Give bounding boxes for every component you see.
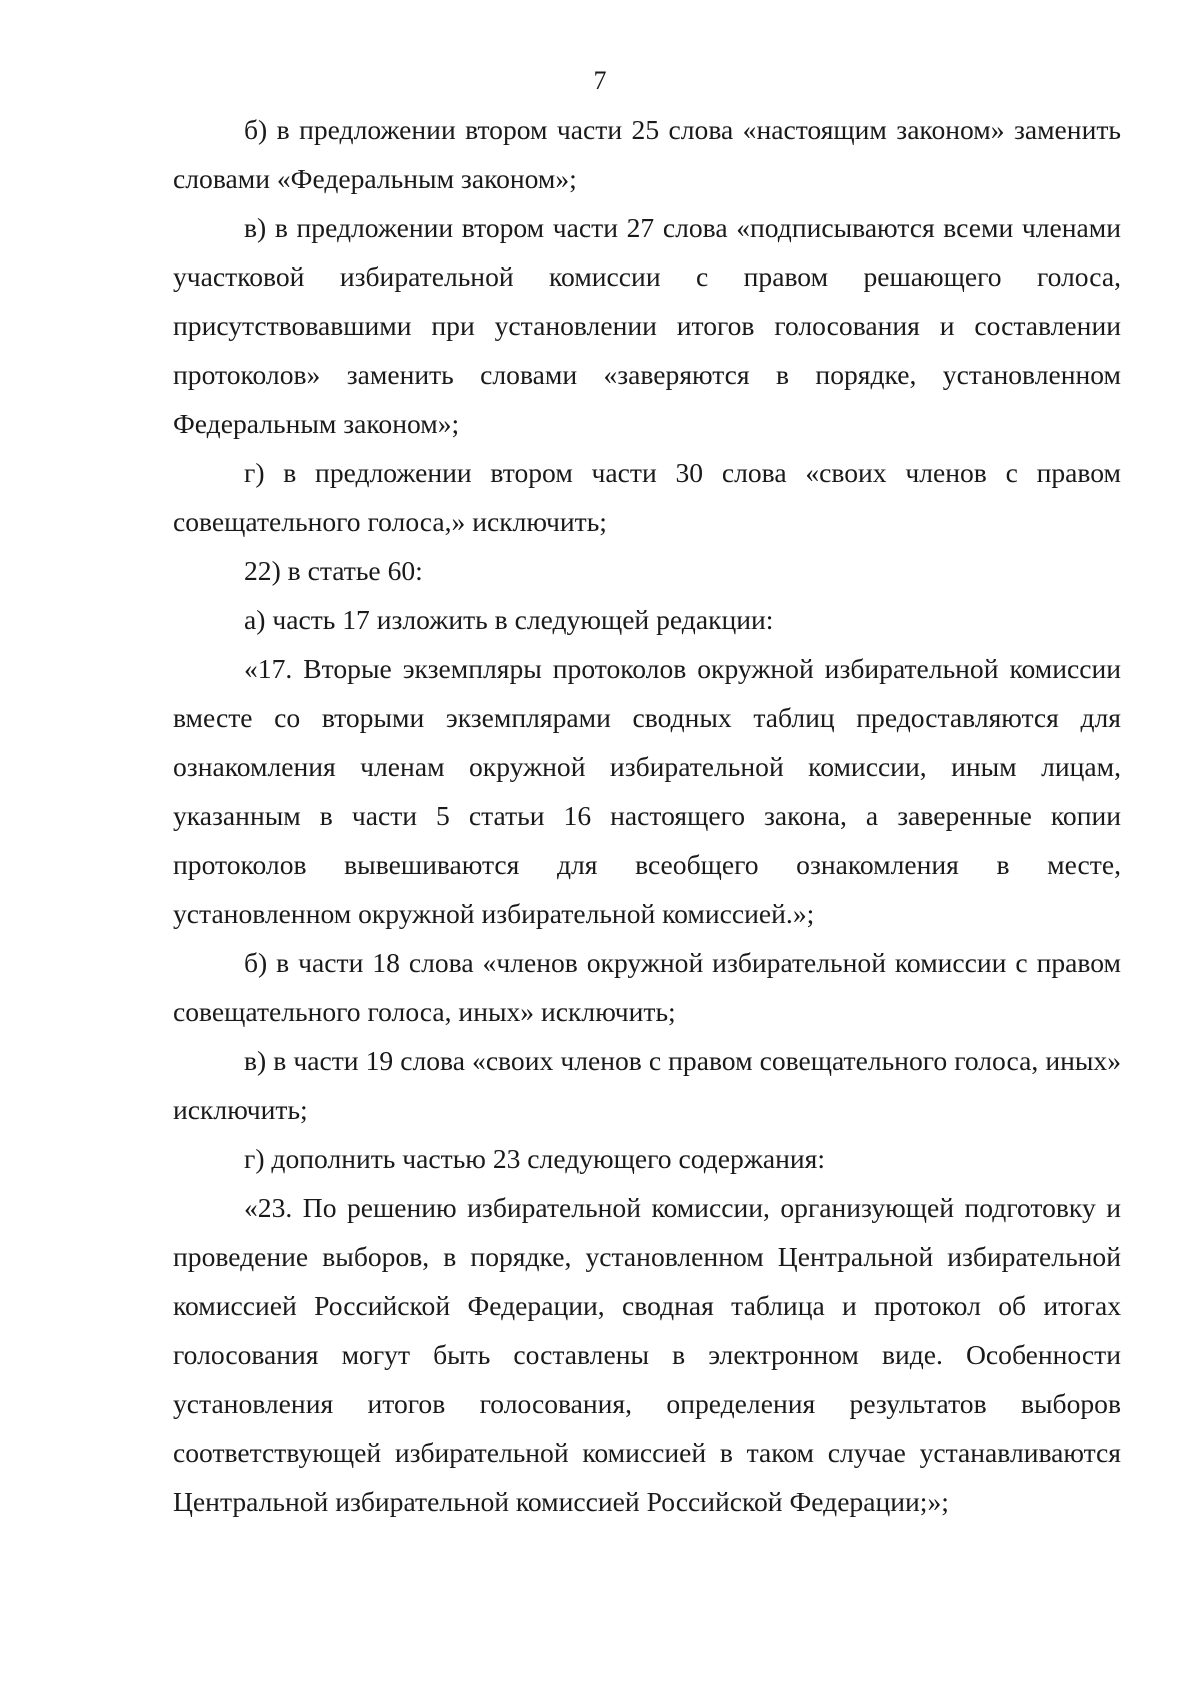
paragraph-amendment-v-part-19: в) в части 19 слова «своих членов с правом совещательного голоса, иных» исключить; xyxy=(173,1045,1121,1125)
paragraph-amendment-g-add-part-23: г) дополнить частью 23 следующего содержания: xyxy=(244,1143,826,1174)
paragraph-amendment-g-part-30: г) в предложении втором части 30 слова «своих членов с правом совещательного голоса,» исключить; xyxy=(173,457,1121,537)
document-body xyxy=(173,105,1121,1526)
paragraph-item-22-article-60: 22) в статье 60: xyxy=(244,555,423,586)
page-number: 7 xyxy=(593,66,607,95)
paragraph-new-part-23-text: «23. По решению избирательной комиссии, организующей подготовку и проведение выборов, в порядке, установленном Центральной избирательной комиссией Российской Федерации, сводная таблица и протокол об итогах голосования могут быть составлены в электронном виде. Особенности установления итогов голосования, определения результатов выборов соответствующей избирательной комиссией в таком случае устанавливаются Центральной избирательной комиссией Российской Федерации;»; xyxy=(173,1192,1121,1517)
paragraph-amendment-b-part-25: б) в предложении втором части 25 слова «настоящим законом» заменить словами «Федеральным законом»; xyxy=(173,114,1121,194)
paragraph-amendment-b-part-18: б) в части 18 слова «членов окружной избирательной комиссии с правом совещательного голоса, иных» исключить; xyxy=(173,947,1121,1027)
paragraph-new-part-17-text: «17. Вторые экземпляры протоколов окружной избирательной комиссии вместе со вторыми экземплярами сводных таблиц предоставляются для ознакомления членам окружной избирательной комиссии, иным лицам, указанным в части 5 статьи 16 настоящего закона, а заверенные копии протоколов вывешиваются для всеобщего ознакомления в месте, установленном окружной избирательной комиссией.»; xyxy=(173,653,1121,929)
paragraph-amendment-v-part-27: в) в предложении втором части 27 слова «подписываются всеми членами участковой избирательной комиссии с правом решающего голоса, присутствовавшими при установлении итогов голосования и составлении протоколов» заменить словами «заверяются в порядке, установленном Федеральным законом»; xyxy=(173,212,1121,439)
paragraph-amendment-a-part-17: а) часть 17 изложить в следующей редакции: xyxy=(244,604,774,635)
